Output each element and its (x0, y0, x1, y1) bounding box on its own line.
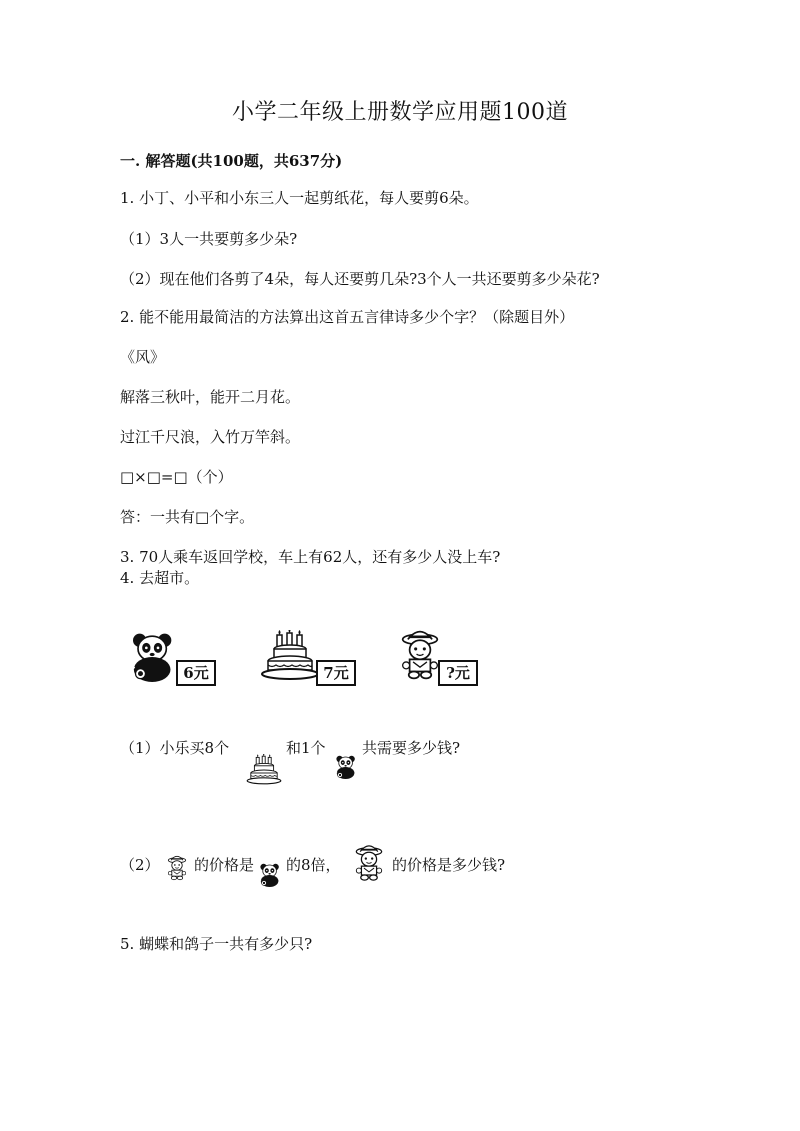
panda-toy-icon (334, 752, 358, 782)
q4-part2-d: 的价格是多少钱? (392, 856, 506, 874)
q4-part2-c: 的8倍， (286, 856, 341, 874)
q4-part1-b: 和1个 (286, 739, 326, 757)
panda-toy-icon (128, 626, 178, 688)
q5-stem: 5. 蝴蝶和鸽子一共有多少只? (120, 935, 313, 953)
q3-stem: 3. 70人乘车返回学校，车上有62人，还有多少人没上车? (120, 548, 501, 566)
q4-stem: 4. 去超市。 (120, 569, 200, 587)
poem-line-1: 解落三秋叶，能开二月花。 (120, 388, 301, 406)
q2-answer: 答：一共有□个字。 (120, 508, 255, 526)
q4-part1-a: （1）小乐买8个 (120, 739, 230, 757)
q1-part1: （1）3人一共要剪多少朵? (120, 230, 298, 248)
cake-icon (246, 754, 282, 786)
q2-formula: □×□=□（个） (120, 468, 233, 486)
doll-icon (164, 852, 190, 884)
q4-part1-c: 共需要多少钱? (362, 739, 461, 757)
page-title: 小学二年级上册数学应用题100道 (232, 100, 568, 125)
poem-title: 《风》 (120, 348, 166, 366)
section-heading: 一. 解答题(共100题，共637分) (120, 152, 343, 170)
q4-part2-b: 的价格是 (194, 856, 255, 874)
q2-stem: 2. 能不能用最简洁的方法算出这首五言律诗多少个字？（除题目外） (120, 308, 575, 326)
price-tag-cake: 7元 (316, 660, 356, 686)
cake-icon (260, 630, 320, 682)
price-tag-doll: ?元 (438, 660, 478, 686)
doll-icon (350, 842, 388, 884)
poem-line-2: 过江千尺浪，入竹万竿斜。 (120, 428, 301, 446)
q4-part2-a: （2） (120, 856, 160, 874)
panda-toy-icon (258, 860, 282, 890)
q1-stem: 1. 小丁、小平和小东三人一起剪纸花，每人要剪6朵。 (120, 189, 479, 207)
price-tag-panda: 6元 (176, 660, 216, 686)
q1-part2: （2）现在他们各剪了4朵，每人还要剪几朵?3个人一共还要剪多少朵花? (120, 270, 600, 288)
